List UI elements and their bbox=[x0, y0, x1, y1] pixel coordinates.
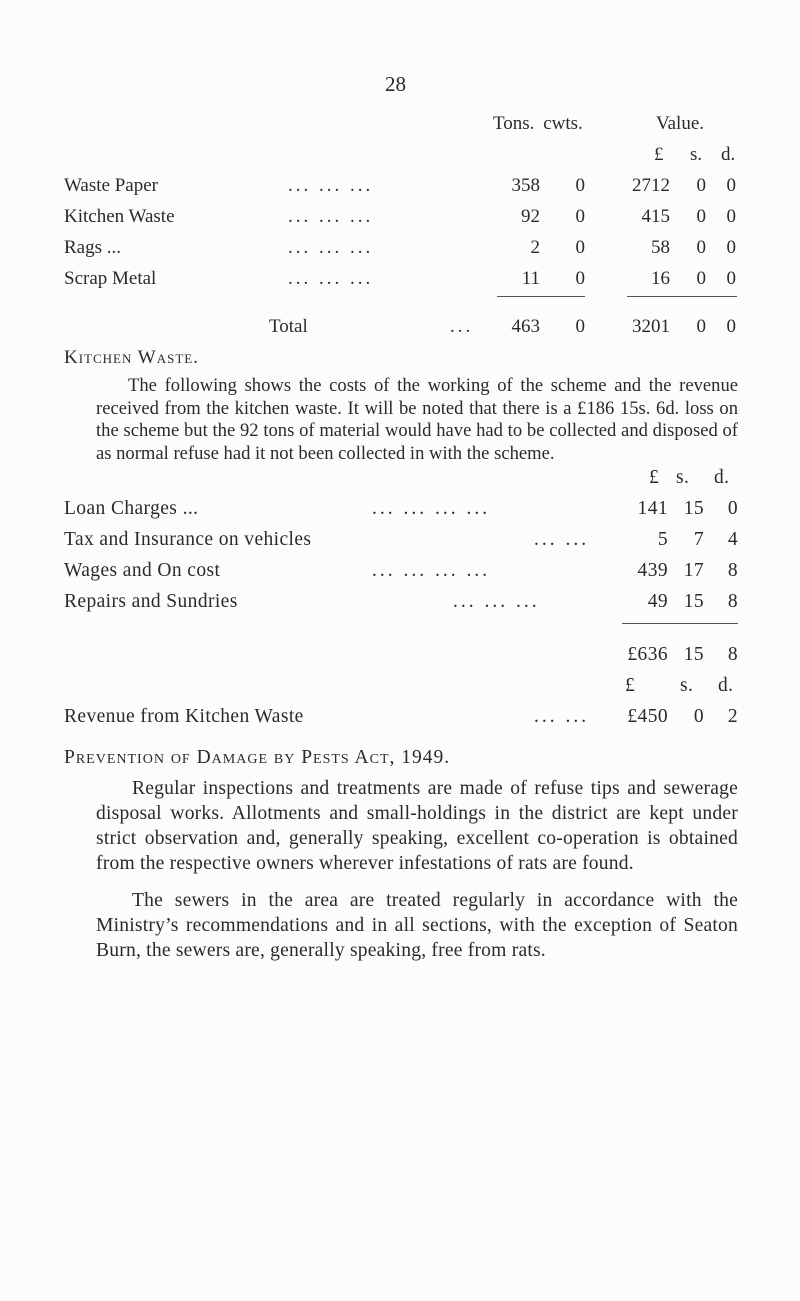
leader-dots: ... ... bbox=[534, 706, 590, 727]
pounds-value: 16 bbox=[651, 268, 670, 289]
col-header-cwts: cwts. bbox=[543, 113, 583, 134]
pests-heading: Prevention of Damage by Pests Act, 1949. bbox=[64, 747, 451, 768]
pounds-value: 49 bbox=[647, 591, 668, 612]
col-header-shillings: s. bbox=[690, 144, 703, 165]
total-cwts: 0 bbox=[575, 316, 585, 337]
row-label: Wages and On cost bbox=[64, 560, 221, 581]
pence-value: 4 bbox=[727, 529, 738, 550]
pounds-value: 2712 bbox=[632, 175, 670, 196]
leader-dots: ... ... ... bbox=[288, 206, 374, 227]
pounds-value: 5 bbox=[657, 529, 668, 550]
total-label: Total bbox=[269, 316, 308, 337]
total-tons: 463 bbox=[511, 316, 540, 337]
pence-value: 8 bbox=[727, 591, 738, 612]
page-number: 28 bbox=[385, 72, 406, 96]
shillings-value: 7 bbox=[693, 529, 704, 550]
cost-header-pounds: £ bbox=[649, 467, 660, 488]
pounds-value: 58 bbox=[651, 237, 670, 258]
total-pounds: 3201 bbox=[632, 316, 670, 337]
col-header-tons: Tons. bbox=[493, 113, 535, 134]
col-header-pounds: £ bbox=[654, 144, 664, 165]
leader-dots: ... ... ... bbox=[288, 237, 374, 258]
pounds-value: 439 bbox=[637, 560, 668, 581]
row-label: Tax and Insurance on vehicles bbox=[64, 529, 312, 550]
row-label: Scrap Metal bbox=[64, 268, 157, 289]
total-shillings: 0 bbox=[696, 316, 706, 337]
tons-value: 2 bbox=[530, 237, 540, 258]
header-tons-cwts bbox=[493, 113, 605, 135]
leader-dots: ... ... ... bbox=[288, 268, 374, 289]
shillings-value: 0 bbox=[696, 175, 706, 196]
pests-paragraph-1: Regular inspections and treatments are made of refuse tips and sewerage disposal works. Allotments and small-holdings in the district are kept under strict observation and, generally speaking, excellent co-operation is obtained from the respective owners wherever infestations of rats are found. bbox=[96, 778, 738, 874]
shillings-value: 0 bbox=[696, 268, 706, 289]
row-label: Loan Charges ... bbox=[64, 498, 199, 519]
pests-paragraph-2: The sewers in the area are treated regularly in accordance with the Ministry’s recommendations and in all sections, with the exception of Seaton Burn, the sewers are, generally speaking, free from rats. bbox=[96, 890, 738, 961]
pounds-value: 141 bbox=[637, 498, 668, 519]
pence-value: 8 bbox=[727, 560, 738, 581]
col-header-pence: d. bbox=[721, 144, 736, 165]
subtotal-pence: 8 bbox=[727, 644, 738, 665]
revenue-header-shillings: s. bbox=[680, 675, 694, 696]
shillings-value: 0 bbox=[696, 206, 706, 227]
shillings-value: 15 bbox=[683, 591, 704, 612]
leader-dots: ... ... bbox=[534, 529, 590, 550]
shillings-value: 0 bbox=[696, 237, 706, 258]
pence-value: 0 bbox=[726, 237, 736, 258]
leader-dots: ... bbox=[450, 316, 474, 337]
revenue-pence: 2 bbox=[727, 706, 738, 727]
tons-value: 358 bbox=[511, 175, 540, 196]
pence-value: 0 bbox=[726, 268, 736, 289]
total-rule-value bbox=[627, 296, 737, 297]
shillings-value: 17 bbox=[683, 560, 704, 581]
cwts-value: 0 bbox=[575, 237, 585, 258]
pounds-value: 415 bbox=[641, 206, 670, 227]
subtotal-pounds: £636 bbox=[627, 644, 668, 665]
revenue-header-pounds: £ bbox=[625, 675, 636, 696]
kitchen-waste-heading: Kitchen Waste. bbox=[64, 347, 199, 368]
subtotal-rule bbox=[622, 623, 738, 624]
total-pence: 0 bbox=[726, 316, 736, 337]
revenue-pounds: £450 bbox=[627, 706, 668, 727]
pence-value: 0 bbox=[726, 206, 736, 227]
cwts-value: 0 bbox=[575, 206, 585, 227]
row-label: Repairs and Sundries bbox=[64, 591, 238, 612]
pence-value: 0 bbox=[726, 175, 736, 196]
tons-value: 92 bbox=[521, 206, 540, 227]
leader-dots: ... ... ... bbox=[453, 591, 540, 612]
total-rule-quantity bbox=[497, 296, 585, 297]
leader-dots: ... ... ... bbox=[288, 175, 374, 196]
leader-dots: ... ... ... ... bbox=[372, 560, 491, 581]
shillings-value: 15 bbox=[683, 498, 704, 519]
revenue-header-pence: d. bbox=[718, 675, 734, 696]
row-label: Kitchen Waste bbox=[64, 206, 175, 227]
revenue-shillings: 0 bbox=[693, 706, 704, 727]
cwts-value: 0 bbox=[575, 175, 585, 196]
kitchen-waste-paragraph: The following shows the costs of the working of the scheme and the revenue received from the kitchen waste. It will be noted that there is a £186 15s. 6d. loss on the scheme but the 92 tons of material would have had to be collected and disposed of as normal refuse had it not been collected in with the scheme. bbox=[96, 375, 738, 464]
subtotal-shillings: 15 bbox=[683, 644, 704, 665]
leader-dots: ... ... ... ... bbox=[372, 498, 491, 519]
col-header-value: Value. bbox=[656, 113, 705, 134]
cost-header-pence: d. bbox=[714, 467, 730, 488]
cwts-value: 0 bbox=[575, 268, 585, 289]
revenue-label: Revenue from Kitchen Waste bbox=[64, 706, 304, 727]
row-label: Waste Paper bbox=[64, 175, 158, 196]
row-label: Rags ... bbox=[64, 237, 121, 258]
pence-value: 0 bbox=[727, 498, 738, 519]
cost-header-shillings: s. bbox=[676, 467, 690, 488]
tons-value: 11 bbox=[521, 268, 540, 289]
